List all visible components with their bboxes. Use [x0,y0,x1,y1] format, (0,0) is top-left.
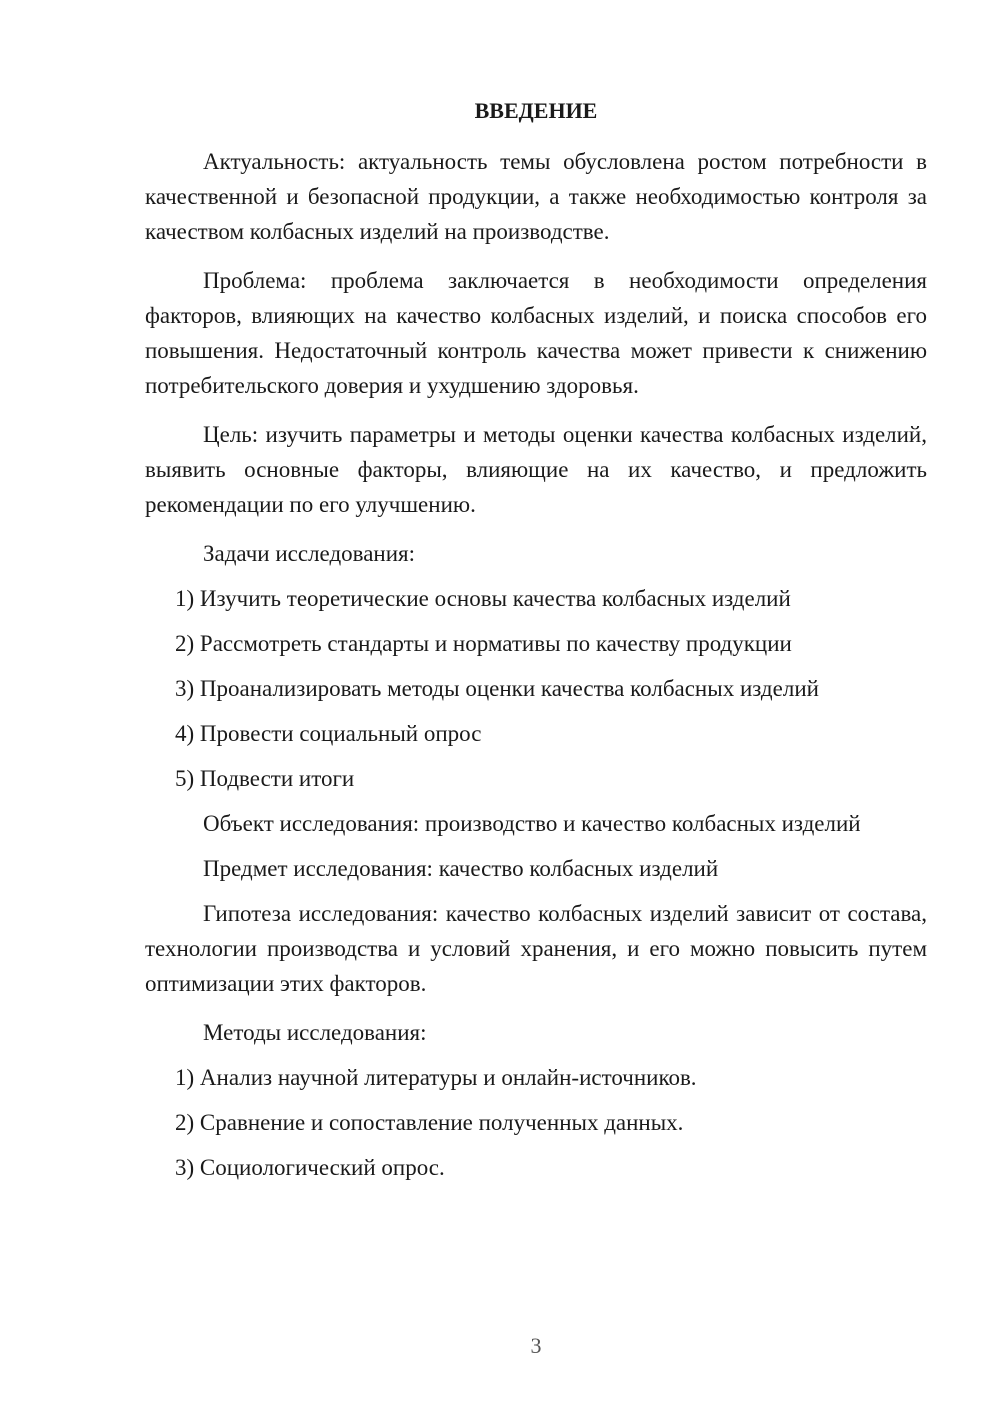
list-item: 2) Сравнение и сопоставление полученных данных. [175,1110,684,1135]
section-title: ВВЕДЕНИЕ [474,98,598,123]
paragraph-hypothesis: Гипотеза исследования: качество колбасных изделий зависит от состава, технологии производства и условий хранения, и его можно повысить путем оптимизации этих факторов. [145,901,927,996]
list-item: 3) Социологический опрос. [175,1155,445,1180]
methods-heading: Методы исследования: [203,1020,427,1045]
page-number: 3 [530,1333,542,1358]
paragraph-goal: Цель: изучить параметры и методы оценки качества колбасных изделий, выявить основные факторы, влияющие на их качество, и предложить рекомендации по его улучшению. [145,422,927,517]
tasks-heading: Задачи исследования: [203,541,416,566]
list-item: 5) Подвести итоги [175,766,355,791]
list-item: 1) Изучить теоретические основы качества колбасных изделий [175,586,791,611]
list-item: 1) Анализ научной литературы и онлайн-источников. [175,1065,697,1090]
methods-list [145,1060,927,1185]
research-subject: Предмет исследования: качество колбасных изделий [203,856,719,881]
research-object: Объект исследования: производство и качество колбасных изделий [203,811,861,836]
document-page [145,96,927,1195]
paragraph-relevance: Актуальность: актуальность темы обусловлена ростом потребности в качественной и безопасной продукции, а также необходимостью контроля за качеством колбасных изделий на производстве. [145,149,927,244]
paragraph-problem: Проблема: проблема заключается в необходимости определения факторов, влияющих на качество колбасных изделий, и поиска способов его повышения. Недостаточный контроль качества может привести к снижению потребительского доверия и ухудшению здоровья. [145,268,927,398]
list-item: 3) Проанализировать методы оценки качества колбасных изделий [175,676,819,701]
list-item: 2) Рассмотреть стандарты и нормативы по качеству продукции [175,631,792,656]
list-item: 4) Провести социальный опрос [175,721,482,746]
tasks-list [145,581,927,796]
